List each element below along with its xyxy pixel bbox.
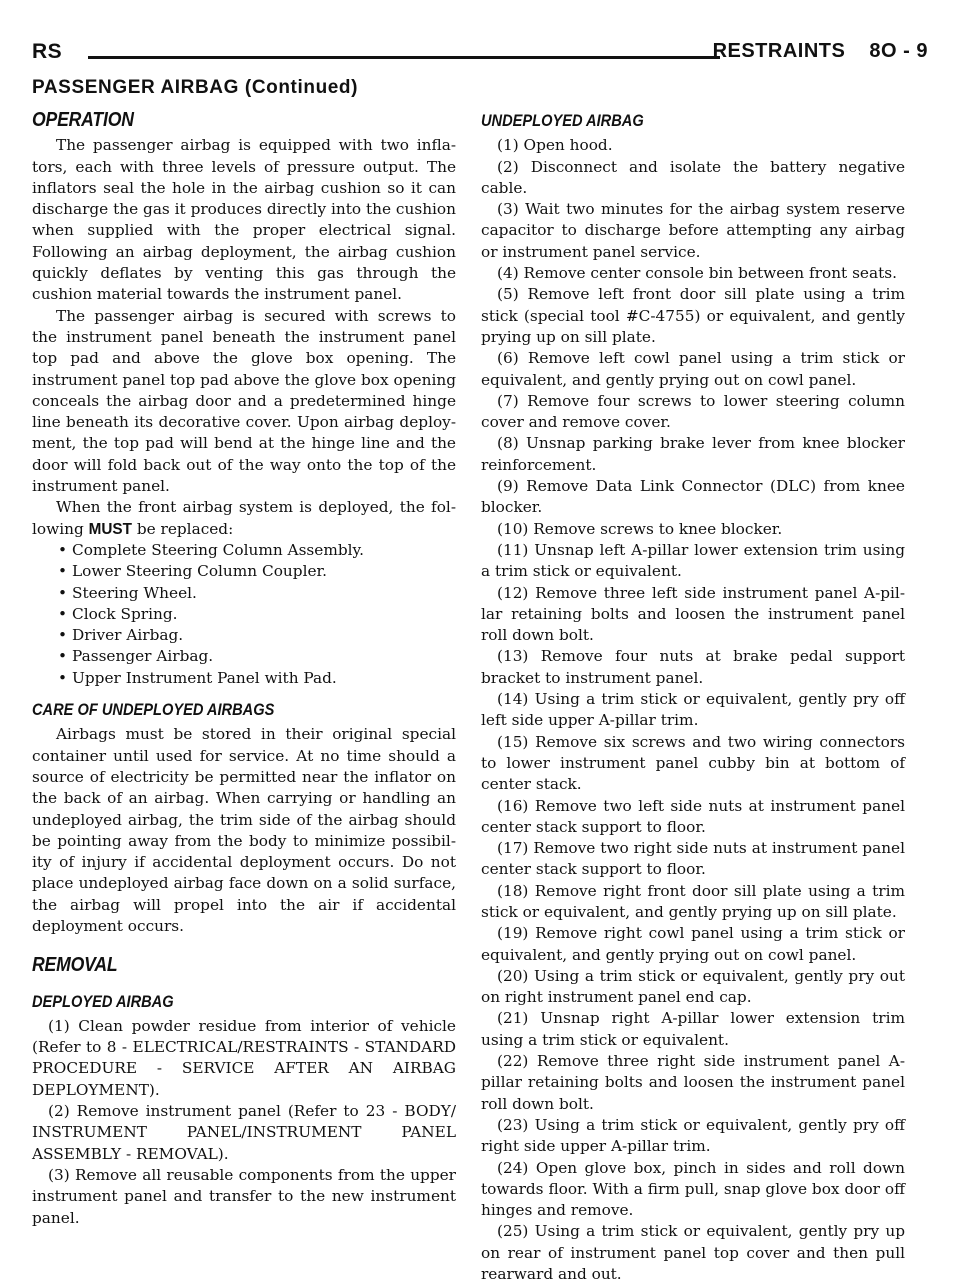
step-item: (17) Remove two right side nuts at instrument panel center stack support to floor. [481,839,905,879]
step-item: (2) Disconnect and isolate the battery negative cable. [481,157,905,197]
step-item: (11) Unsnap left A-pillar lower extension trim using a trim stick or equivalent. [481,540,905,581]
step-item: (19) Remove right cowl panel using a trim stick or equivalent, and gently prying out on cowl panel. [481,924,905,964]
step-item: (6) Remove left cowl panel using a trim stick or equivalent, and gently prying out on cowl panel. [481,349,905,389]
deployed-heading: DEPLOYED AIRBAG [32,991,174,1011]
operation-paragraph-1: The passenger airbag is equipped with two inflators, each with three levels of pressure output. The inflators seal the hole in the airbag cushion so it can discharge the gas it produces directly into the cushion when supplied with the proper electrical signal. Following an airbag deployment, the airbag cushion quickly deflates by venting this gas through the cushion material towards the instrument panel. [32,136,456,304]
step-item: (16) Remove two left side nuts at instrument panel center stack support to floor. [481,796,905,836]
step-item: (3) Remove all reusable components from the upper instrument panel and transfer to the new instrument panel. [32,1165,456,1227]
step-item: (4) Remove center console bin between front seats. [497,264,897,283]
operation-paragraph-2: The passenger airbag is secured with screws to the instrument panel beneath the instrument panel top pad and above the glove box opening. The instrument panel top pad above the glove box opening conceals the airbag door and a predetermined hinge line beneath its decorative cover. Upon airbag deployment, the top pad will bend at the hinge line and the door will fold back out of the way onto the top of the instrument panel. [32,306,456,496]
right-column [481,110,905,1285]
operation-p3-after: be replaced: [131,519,234,538]
step-item: (8) Unsnap parking brake lever from knee blocker reinforcement. [481,434,905,474]
step-item: (12) Remove three left side instrument panel A-pillar retaining bolts and loosen the instrument panel roll down bolt. [481,583,905,645]
care-heading: CARE OF UNDEPLOYED AIRBAGS [32,700,275,720]
list-item: • Upper Instrument Panel with Pad. [58,668,456,689]
undeployed-steps [481,135,905,1285]
operation-paragraph-3 [32,497,456,540]
step-item: (1) Clean powder residue from interior of vehicle (Refer to 8 - ELECTRICAL/RESTRAINTS - STANDARD PROCEDURE - SERVICE AFTER AN AIRBAG DEPLOYMENT). [32,1016,456,1099]
list-item: • Driver Airbag. [58,625,456,646]
removal-heading: REMOVAL [32,954,118,977]
step-item: (25) Using a trim stick or equivalent, gently pry up on rear of instrument panel top cover and then pull rearward and out. [481,1222,905,1284]
step-item: (15) Remove six screws and two wiring connectors to lower instrument panel cubby bin at bottom of center stack. [481,732,905,794]
step-item: (20) Using a trim stick or equivalent, gently pry out on right instrument panel end cap. [481,966,905,1007]
list-item: • Passenger Airbag. [58,646,456,667]
list-item: • Clock Spring. [58,604,456,625]
operation-p3-before: When the front airbag system is deployed, the following [32,498,456,538]
list-item: • Steering Wheel. [58,583,456,604]
operation-heading: OPERATION [32,109,134,131]
list-item: • Complete Steering Column Assembly. [58,540,456,561]
step-item: (14) Using a trim stick or equivalent, gently pry off left side upper A-pillar trim. [481,690,905,730]
replace-list [32,540,456,689]
page-number: 8O - 9 [869,40,928,62]
step-item: (2) Remove instrument panel (Refer to 23 - BODY/ INSTRUMENT PANEL/INSTRUMENT PANEL ASSEMBLY - REMOVAL). [32,1102,456,1163]
header-rule [88,56,720,59]
step-item: (5) Remove left front door sill plate using a trim stick (special tool #C-4755) or equivalent, and gently prying up on sill plate. [481,285,905,346]
step-item: (10) Remove screws to knee blocker. [497,519,783,538]
deployed-steps [32,1016,456,1229]
step-item: (1) Open hood. [497,136,613,155]
left-column [32,110,456,1229]
header-section-code: RS [32,40,63,63]
care-paragraph: Airbags must be stored in their original special container until used for service. At no time should a source of electricity be permitted near the inflator on the back of an airbag. When carrying or handling an undeployed airbag, the trim side of the airbag should be pointing away from the body to minimize possibility of injury if accidental deployment occurs. Do not place undeployed airbag face down on a solid surface, the airbag will propel into the air if accidental deployment occurs. [32,725,456,935]
step-item: (18) Remove right front door sill plate using a trim stick or equivalent, and gently prying up on sill plate. [481,881,905,921]
undeployed-heading: UNDEPLOYED AIRBAG [481,111,644,130]
step-item: (23) Using a trim stick or equivalent, gently pry off right side upper A-pillar trim. [481,1115,905,1156]
header-right [713,40,928,63]
must-emphasis: MUST [88,520,132,538]
step-item: (13) Remove four nuts at brake pedal support bracket to instrument panel. [481,647,905,687]
step-item: (9) Remove Data Link Connector (DLC) from knee blocker. [481,477,905,517]
step-item: (22) Remove three right side instrument panel A-pillar retaining bolts and loosen the instrument panel roll down bolt. [481,1052,905,1113]
continued-title: PASSENGER AIRBAG (Continued) [32,77,359,98]
step-item: (24) Open glove box, pinch in sides and roll down towards floor. With a firm pull, snap glove box door off hinges and remove. [481,1158,905,1220]
list-item: • Lower Steering Column Coupler. [58,561,456,582]
step-item: (7) Remove four screws to lower steering column cover and remove cover. [481,391,905,432]
header-title: RESTRAINTS [712,40,846,62]
step-item: (3) Wait two minutes for the airbag system reserve capacitor to discharge before attempting any airbag or instrument panel service. [481,200,905,261]
step-item: (21) Unsnap right A-pillar lower extension trim using a trim stick or equivalent. [481,1009,905,1049]
